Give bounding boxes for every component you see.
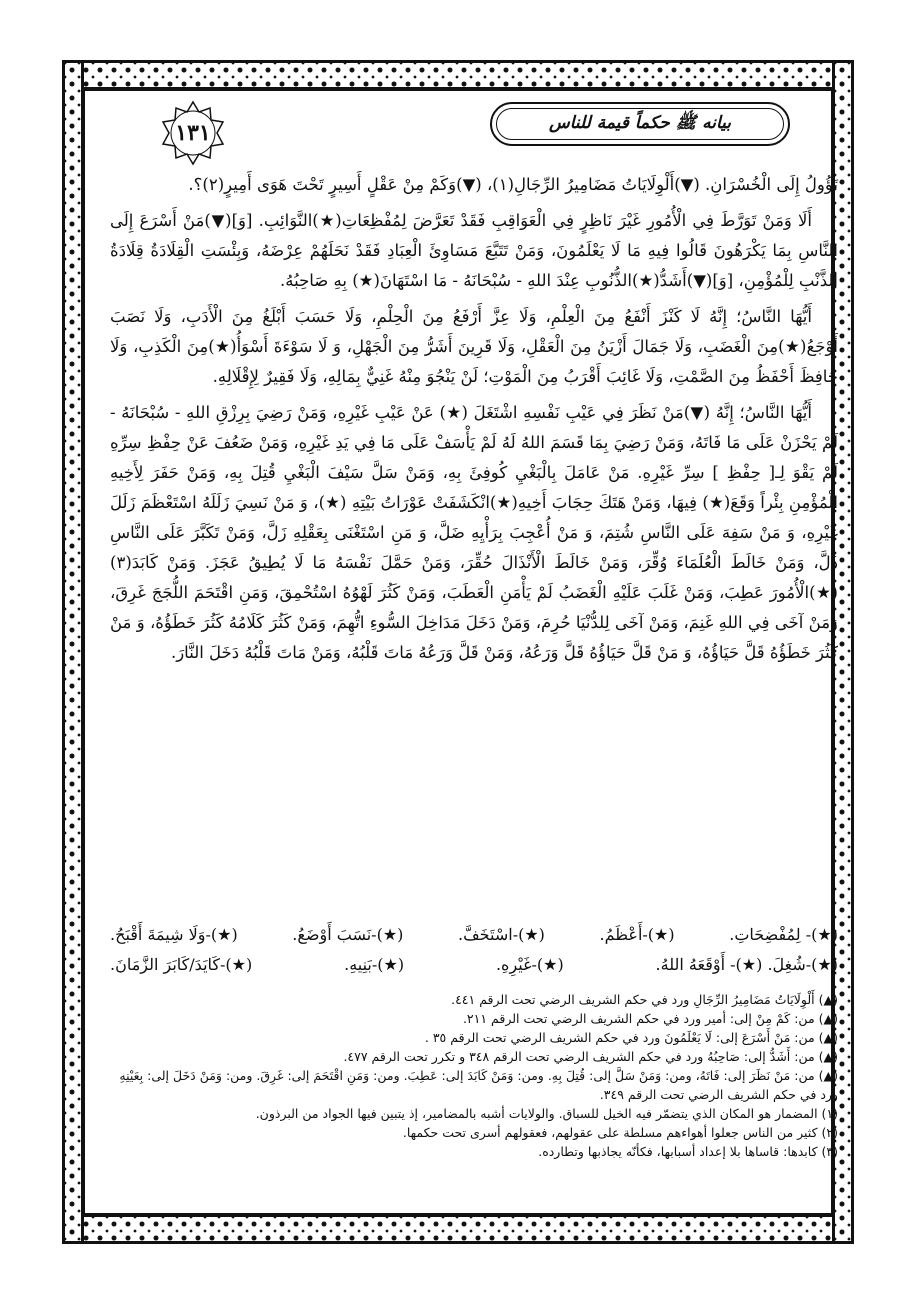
header-title: بيانه ﷺ حكماً قيمة للناس <box>548 112 732 133</box>
footnote: (١) المضمار هو المكان الذي يتضمّر فيه الخيل للسباق. والولايات أشبه بالمضامير، إذ يتبين فيها الجواد من البرذون. <box>255 1106 838 1121</box>
page-number: ١٣١ <box>175 120 211 146</box>
variant-item: (★)-بَنِيهِ. <box>344 955 405 974</box>
footnotes <box>110 990 838 1161</box>
footnote: (▲) من: كَمْ مِنْ إلى: أمير ورد في حكم الشريف الرضي تحت الرقم ٢١١. <box>462 1011 838 1026</box>
main-text <box>110 170 838 674</box>
paragraph-2: أَلَا وَمَنْ تَوَرَّطَ فِي الْأُمُورِ غَيْرَ نَاظِرٍ فِي الْعَوَاقِبِ فَقَدْ تَعَرَّضَ لِمُفْظِعَاتِ(★)النَّوَائِبِ. [وَ](▼)مَنْ أَسْرَعَ إِلَى النَّاسِ بِمَا يَكْرَهُونَ قَالُوا فِيهِ مَا لَا يَعْلَمُونَ، وَمَنْ تَتَبَّعَ مَسَاوِئَ الْعِبَادِ فَقَدْ نَحَلَهُمْ عِرْضَهُ، وَبِئْسَتِ الْقِلَادَةُ قِلَادَةُ الذَّنْبِ لِلْمُؤْمِنِ، [وَ](▼)أَشَدُّ(★)الذُّنُوبِ عِنْدَ اللهِ - سُبْحَانَهُ - مَا اسْتَهَانَ(★) بِهِ صَاحِبُهُ. <box>110 211 838 290</box>
variant-item: (★)-شُغِلَ. (★)- أَوْقَعَهُ اللهُ. <box>655 955 838 974</box>
variant-item: (★)-أَعْظَمُ. <box>599 925 675 944</box>
footnote: (٢) كثير من الناس جعلوا أهواءهم مسلطة على عقولهم، فعقولهم أسرى تحت حكمها. <box>402 1125 838 1140</box>
border-top <box>62 60 854 90</box>
variant-item: (★)-غَيْرِهِ. <box>495 955 564 974</box>
footnote: (▲) أَلْوِلَايَاتُ مَضَامِيرُ الرِّجَالِ ورد في حكم الشريف الرضي تحت الرقم ٤٤١. <box>451 992 838 1007</box>
footnote: (▲) من: مَنْ أَسْرَعَ إلى: لَا يَعْلَمُونَ ورد في حكم الشريف الرضي تحت الرقم ٣٥ . <box>424 1030 838 1045</box>
variant-item: (★)-وَلَا شِيمَةَ أَقْبَحُ. <box>110 925 238 944</box>
variant-item: (★)-كَايَدَ/كَابَرَ الزَّمَانَ. <box>110 955 253 974</box>
header-title-box <box>490 102 790 146</box>
paragraph-4: أَيُّهَا النَّاسُ؛ إِنَّهُ (▼)مَنْ نَظَرَ فِي عَيْبِ نَفْسِهِ اشْتَغَلَ (★) عَنْ عَيْبِ غَيْرِهِ، وَمَنْ رَضِيَ بِرِزْقِ اللهِ - سُبْحَانَهُ - لَمْ يَحْزَنْ عَلَى مَا فَاتَهُ، وَمَنْ رَضِيَ بِمَا قَسَمَ اللهُ لَهُ لَمْ يَأْسَفْ عَلَى مَا فِي يَدِ غَيْرِهِ، وَمَنْ ضَعُفَ عَنْ حِفْظِ سِرِّهِ لَمْ يَقْوَ لِـ[ حِفْظِ ] سِرِّ غَيْرِهِ. مَنْ عَامَلَ بِالْبَغْيِ كُوفِئَ بِهِ، وَمَنْ سَلَّ سَيْفَ الْبَغْيِ قُتِلَ بِهِ، وَمَنْ حَفَرَ لِأَخِيهِ الْمُؤْمِنِ بِئْراً وَقَعَ(★) فِيهَا، وَمَنْ هَتَكَ حِجَابَ أَخِيهِ(★)انْكَشَفَتْ عَوْرَاتُ بَيْتِهِ (★)، وَ مَنْ نَسِيَ زَلَلَهُ اسْتَعْظَمَ زَلَلَ غَيْرِهِ، وَ مَنْ سَفِهَ عَلَى النَّاسِ شُتِمَ، وَ مَنْ أُعْجِبَ بِرَأْيِهِ ضَلَّ، وَ مَنِ اسْتَغْنَى بِعَقْلِهِ زَلَّ، وَمَنْ تَكَبَّرَ عَلَى النَّاسِ ذَلَّ، وَمَنْ خَالَطَ الْعُلَمَاءَ وُقِّرَ، وَمَنْ خَالَطَ الْأَنْذَالَ حُقِّرَ، وَمَنْ حَمَّلَ نَفْسَهُ مَا لَا يُطِيقُ عَجَزَ. وَمَنْ كَابَدَ(٣)(★)الْأُمُورَ عَطِبَ، وَمَنْ غَلَبَ عَلَيْهِ الْغَضَبُ لَمْ يَأْمَنِ الْعَطَبَ، وَمَنْ كَثُرَ لَهْوُهُ اسْتُحْمِقَ، وَمَنِ اقْتَحَمَ اللُّجَجَ غَرِقَ، وَمَنْ آخَى فِي اللهِ غَنِمَ، وَمَنْ آخَى لِلدُّنْيَا حُرِمَ، وَمَنْ دَخَلَ مَدَاخِلَ السُّوءِ اتُّهِمَ، وَمَنْ كَثُرَ كَلَامُهُ كَثُرَ خَطَؤُهُ، وَ مَنْ كَثُرَ خَطَؤُهُ قَلَّ حَيَاؤُهُ، وَ مَنْ قَلَّ حَيَاؤُهُ قَلَّ وَرَعُهُ، وَمَنْ قَلَّ وَرَعُهُ مَاتَ قَلْبُهُ، وَمَنْ مَاتَ قَلْبُهُ دَخَلَ النَّارَ. <box>110 403 838 662</box>
footnote: (▲) من: أَشَدُّ إلى: صَاحِبُهُ ورد في حكم الشريف الرضي تحت الرقم ٣٤٨ و تكرر تحت الرقم ٤٧٧. <box>343 1049 838 1064</box>
variant-readings <box>110 920 838 980</box>
variant-row <box>110 920 838 950</box>
border-left <box>62 60 84 1244</box>
variant-item: (★)-اسْتَخَفَّ. <box>458 925 545 944</box>
paragraph-1: تَؤُولُ إِلَى الْخُسْرَانِ. (▼)أَلْوِلَايَاتُ مَضَامِيرُ الرِّجَالِ(١)، (▼)وَكَمْ مِنْ عَقْلٍ أَسِيرٍ تَحْتَ هَوَى أَمِيرٍ(٢)؟. <box>188 175 838 194</box>
footnote: (▲) من: مَنْ نَظَرَ إلى: فَاتَهُ، ومن: وَمَنْ سَلَّ إلى: قُتِلَ بِهِ. ومن: وَمَنْ كَابَدَ إلى: عَطِبَ. ومن: وَمَنِ اقْتَحَمَ إلى: غَرِقَ. ومن: وَمَنْ دَخَلَ إلى: بِعَيْنِهِ ورد في حكم الشريف الرضي تحت الرقم ٣٤٩. <box>119 1068 838 1102</box>
paragraph-3: أَيُّهَا النَّاسُ؛ إِنَّهُ لَا كَنْزَ أَنْفَعُ مِنَ الْعِلْمِ، وَلَا عِزَّ أَرْفَعُ مِنَ الْحِلْمِ، وَلَا حَسَبَ أَبْلَغُ مِنَ الْأَدَبِ، وَلَا نَصَبَ أَوْجَعُ(★)مِنَ الْغَضَبِ، وَلَا جَمَالَ أَزْيَنُ مِنَ الْعَقْلِ، وَلَا قَرِينَ أَشَرُّ مِنَ الْجَهْلِ، وَ لَا سَوْءَةَ أَسْوَأُ(★)مِنَ الْكَذِبِ، وَلَا حَافِظَ أَحْفَظُ مِنَ الصَّمْتِ، وَلَا غَائِبَ أَقْرَبُ مِنَ الْمَوْتِ؛ لَنْ يَنْجُوَ مِنْهُ غَنِيٌّ بِمَالِهِ، وَلَا فَقِيرٌ لِإِقْلَالِهِ. <box>110 307 838 386</box>
variant-row <box>110 950 838 980</box>
variant-item: (★)- لِمُفْضِحَاتِ. <box>729 925 838 944</box>
page-number-badge <box>160 100 226 166</box>
border-bottom <box>62 1214 854 1244</box>
footnote: (٣) كابدها: قاساها بلا إعداد أسبابها، فكأنّه يجاذبها وتطارده. <box>538 1144 838 1159</box>
variant-item: (★)-نَسَبَ أَوْضَعُ. <box>292 925 404 944</box>
